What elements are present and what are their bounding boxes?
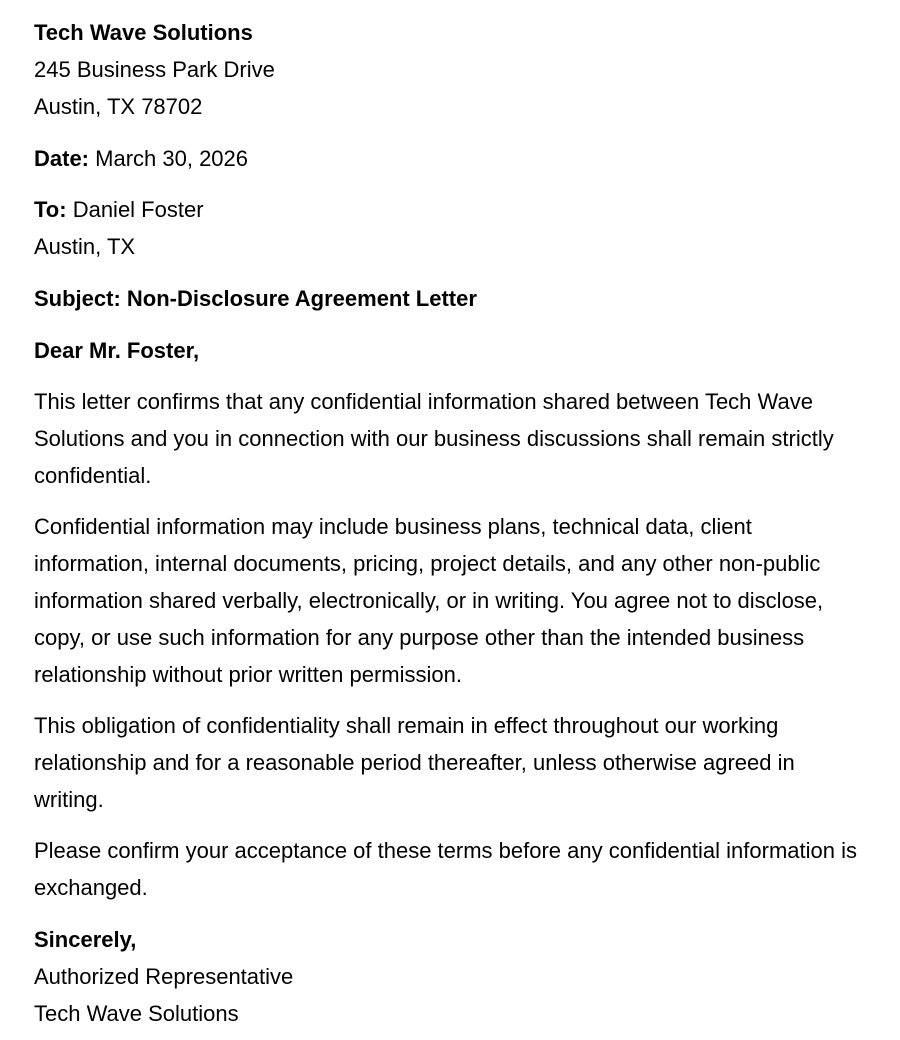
recipient-location: Austin, TX [34,234,136,259]
subject-block [34,280,858,317]
body-paragraph-1: This letter confirms that any confidential information shared between Tech Wave Solutions and you in connection with our business discussions shall remain strictly confidential. [34,389,834,488]
body-paragraph-3: This obligation of confidentiality shall remain in effect throughout our working relationship and for a reasonable period thereafter, unless otherwise agreed in writing. [34,713,795,812]
signatory-company: Tech Wave Solutions [34,1001,239,1026]
recipient-block [34,191,858,265]
date-label: Date: [34,146,90,171]
sender-address-line-2: Austin, TX 78702 [34,94,203,119]
valediction: Sincerely, [34,927,137,952]
recipient-label: To: [34,197,67,222]
date-line [34,140,858,177]
subject-line: Subject: Non-Disclosure Agreement Letter [34,286,477,311]
date-value: March 30, 2026 [95,146,249,171]
recipient-name: Daniel Foster [72,197,204,222]
body-paragraph-2: Confidential information may include business plans, technical data, client information, internal documents, pricing, project details, and any other non-public information shared verbally, electronically, or in writing. You agree not to disclose, copy, or use such information for any purpose other than the intended business relationship without prior written permission. [34,514,824,687]
recipient-line [34,191,858,228]
date-block [34,140,858,177]
signatory-title: Authorized Representative [34,964,294,989]
sender-block [34,14,858,125]
closing-block [34,921,858,1032]
body-paragraph-4: Please confirm your acceptance of these terms before any confidential information is exchanged. [34,838,857,900]
sender-address-line-1: 245 Business Park Drive [34,57,275,82]
salutation-line: Dear Mr. Foster, [34,338,200,363]
sender-company: Tech Wave Solutions [34,20,253,45]
salutation-block [34,332,858,369]
